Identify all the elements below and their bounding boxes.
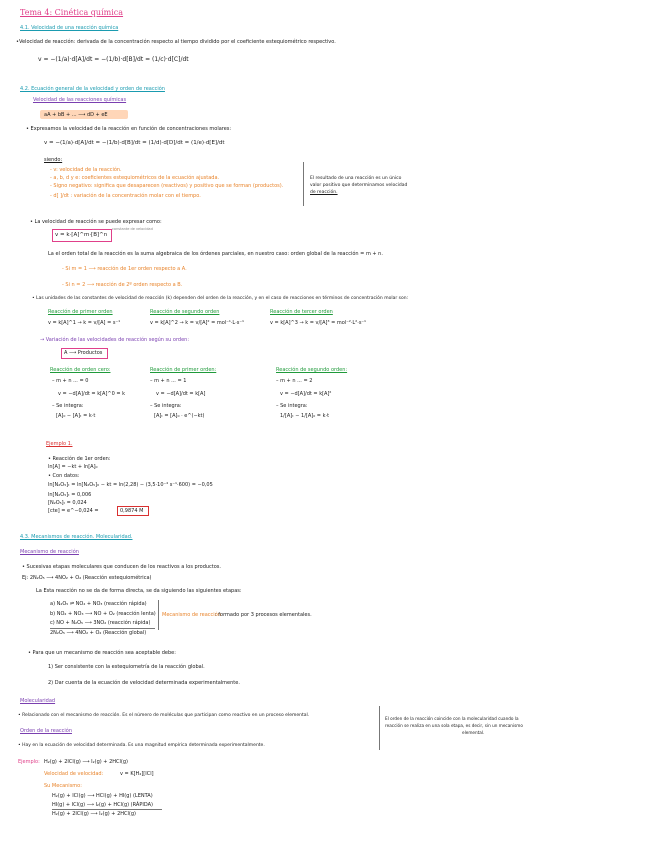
mechanism-example: Ej: 2N₂O₅ ⟶ 4NO₂ + O₂ (Reacción estequiométrica) bbox=[22, 575, 152, 581]
def-variation: - d[ ]/dt : variación de la concentración molar con el tiempo. bbox=[50, 193, 201, 199]
units-first-formula: v = k[A]^1 → k = v/[A] = s⁻¹ bbox=[48, 320, 121, 326]
velocity-definition: •Velocidad de reacción: derivada de la concentración respecto al tiempo dividido por el coeficiente estequiométrico respectivo. bbox=[16, 39, 336, 45]
final-example-label: Ejemplo: bbox=[18, 759, 40, 765]
section-4-2-heading: 4.2. Ecuación general de la velocidad y orden de reacción bbox=[20, 86, 165, 92]
zero-order-title: Reacción de orden cero: bbox=[50, 367, 111, 373]
acceptable-intro: • Para que un mecanismo de reacción sea aceptable debe: bbox=[28, 650, 176, 656]
side-note-2-divider bbox=[379, 706, 380, 750]
mechanism-label-note: : formado por 3 procesos elementales. bbox=[215, 612, 312, 618]
units-bullet: • Las unidades de las constantes de velocidad de reacción (k) dependen del orden de la reacción, y en el caso de reacciones en términos de concentración molar son: bbox=[32, 296, 409, 301]
mechanism-definition: • Sucesivas etapas moleculares que conducen de los reactivos a los productos. bbox=[22, 564, 222, 570]
reaction-order-title: Orden de la reacción bbox=[20, 728, 72, 734]
molecularity-definition: • Relacionado con el mecanismo de reacción. Es el número de moléculas que participan como reactivo en un proceso elemental. bbox=[18, 713, 310, 718]
example-line-7: [cte] = e^−0,024 = bbox=[48, 508, 99, 514]
reaction-order-definition: • Hay en la ecuación de velocidad determinada. Es una magnitud empírica determinada experimentalmente. bbox=[18, 743, 265, 748]
zero-order-sum: – m + n ... = 0 bbox=[52, 378, 89, 384]
units-second-title: Reacción de segundo orden bbox=[150, 309, 220, 315]
mechanism-step-b: b) NO₂ + NO₃ ⟶ NO + O₂ (reacción lenta) bbox=[50, 611, 156, 617]
second-order-rate: v = −d[A]/dt = k[A]² bbox=[280, 391, 332, 397]
def-velocity: - v: velocidad de la reacción. bbox=[50, 167, 122, 173]
mechanism-global: 2N₂O₅ ⟶ 4NO₂ + O₂ (Reacción global) bbox=[50, 630, 147, 636]
zero-order-result: [A]₀ − [A]ₜ = k·t bbox=[56, 413, 96, 419]
units-second-formula: v = k[A]^2 → k = v/[A]² = mol⁻¹·L·s⁻¹ bbox=[150, 320, 245, 326]
acceptable-criterion-1: 1) Ser consistente con la estequiometría de la reacción global. bbox=[48, 664, 205, 670]
example-line-1: • Reacción de 1er orden: bbox=[48, 456, 111, 462]
velocity-equation: v = −(1/a)·d[A]/dt = −(1/b)·d[B]/dt = (1/c)·d[C]/dt bbox=[38, 56, 189, 63]
example-line-4: ln[N₂O₅]ₜ = ln[N₂O₅]₀ − kt = ln(2,28) − (3,5·10⁻⁴ s⁻¹·600) = −0,05 bbox=[48, 482, 213, 488]
molar-velocity-bullet: • Expresamos la velocidad de la reacción en función de concentraciones molares: bbox=[26, 126, 232, 132]
example-line-3: • Con datos: bbox=[48, 473, 80, 479]
rate-constant-note: constante de velocidad bbox=[112, 227, 153, 231]
final-example-reaction: H₂(g) + 2ICl(g) ⟶ I₂(g) + 2HCl(g) bbox=[44, 759, 128, 765]
velocity-subheading: Velocidad de las reacciones químicas bbox=[33, 97, 127, 103]
molecularity-title: Molecularidad bbox=[20, 698, 56, 704]
example-1-title: Ejemplo 1. bbox=[46, 441, 73, 447]
rate-law-bullet: • La velocidad de reacción se puede expresar como: bbox=[30, 219, 162, 225]
reaction-products: A ⟶ Productos bbox=[64, 350, 103, 356]
units-third-title: Reacción de tercer orden bbox=[270, 309, 333, 315]
first-order-rate: v = −d[A]/dt = k[A] bbox=[156, 391, 206, 397]
final-example-velocity-eq: v = K[H₂][ICl] bbox=[120, 771, 154, 777]
zero-order-integrate: – Se integra: bbox=[52, 403, 84, 409]
molar-velocity-equation: v = −(1/a)·d[A]/dt = −(1/b)·d[B]/dt = (1/d)·d[D]/dt = (1/e)·d[E]/dt bbox=[44, 140, 225, 146]
second-order-title: Reacción de segundo orden: bbox=[276, 367, 348, 373]
rate-law: v = k·[A]^m·[B]^n bbox=[55, 232, 108, 238]
mechanism-label: Mecanismo de reacción bbox=[162, 612, 221, 618]
side-note-2-line-2: reacción se realiza en una sola etapa, es decir, sin un mecanismo bbox=[385, 723, 523, 728]
def-coefficients: - a, b, d y e: coeficientes estequiométricos de la ecuación ajustada. bbox=[50, 175, 220, 181]
def-sign: - Signo negativo: significa que desaparecen (reactivos) y positivo que se forman (productos). bbox=[50, 183, 284, 189]
section-4-1-heading: 4.1. Velocidad de una reacción química bbox=[20, 25, 119, 31]
mechanism-stages-intro: La Esta reacción no se da de forma directa, se da siguiendo las siguientes etapas: bbox=[36, 588, 242, 594]
mechanism-step-a: a) N₂O₅ ⇌ NO₂ + NO₃ (reacción rápida) bbox=[50, 601, 147, 607]
section-4-3-heading: 4.3. Mecanismos de reacción. Molecularidad. bbox=[20, 534, 133, 540]
side-note-2-line-3: elemental. bbox=[462, 730, 485, 735]
first-order-sum: – m + n ... = 1 bbox=[150, 378, 187, 384]
final-example-step-1: H₂(g) + ICl(g) ⟶ HCl(g) + HI(g) (LENTA) bbox=[52, 793, 153, 799]
second-order-sum: – m + n ... = 2 bbox=[276, 378, 313, 384]
example-line-2: ln[A] = −kt + ln[A]₀ bbox=[48, 464, 98, 470]
units-first-title: Reacción de primer orden bbox=[48, 309, 113, 315]
donde-label: siendo: bbox=[44, 157, 63, 163]
second-order-integrate: – Se integra: bbox=[276, 403, 308, 409]
side-note-divider bbox=[303, 162, 304, 206]
step-sum-line bbox=[50, 628, 155, 629]
example-line-6: [N₂O₅]ₜ = 0,024 bbox=[48, 500, 87, 506]
acceptable-criterion-2: 2) Dar cuenta de la ecuación de velocidad determinada experimentalmente. bbox=[48, 680, 240, 686]
integration-heading: → Variación de las velocidades de reacción según su orden: bbox=[40, 337, 190, 343]
example-result: 0,9874 M bbox=[120, 508, 144, 514]
final-example-sum-line bbox=[52, 809, 162, 810]
final-example-step-2: HI(g) + ICl(g) ⟶ I₂(g) + HCl(g) (RÁPIDA) bbox=[52, 802, 153, 808]
steps-bracket bbox=[158, 600, 159, 630]
units-third-formula: v = k[A]^3 → k = v/[A]³ = mol⁻²·L²·s⁻¹ bbox=[270, 320, 367, 326]
zero-order-rate: v = −d[A]/dt = k[A]^0 = k bbox=[58, 391, 126, 397]
order-example-2: - Si n = 2 ⟶ reacción de 2º orden respecto a B. bbox=[62, 282, 183, 288]
side-note-line-1: El resultado de una reacción es un único bbox=[310, 176, 402, 181]
page-title: Tema 4: Cinética química bbox=[20, 8, 124, 17]
general-reaction: aA + bB + ... ⟶ dD + eE bbox=[44, 112, 108, 118]
side-note-2-line-1: El orden de la reacción coincide con la molecularidad cuando la bbox=[385, 716, 519, 721]
first-order-integrate: – Se integra: bbox=[150, 403, 182, 409]
first-order-result: [A]ₜ = [A]₀ · e^(−kt) bbox=[154, 413, 205, 419]
order-example-1: - Si m = 1 ⟶ reacción de 1er orden respecto a A. bbox=[62, 266, 187, 272]
first-order-title: Reacción de primer orden: bbox=[150, 367, 217, 373]
final-example-global: H₂(g) + 2ICl(g) ⟶ I₂(g) + 2HCl(g) bbox=[52, 811, 136, 817]
mechanism-subheading: Mecanismo de reacción bbox=[20, 549, 79, 555]
side-note-line-2: valor positivo que determinamos velocidad bbox=[310, 183, 408, 188]
side-note-line-3: de reacción. bbox=[310, 190, 338, 195]
global-order-text: La el orden total de la reacción es la suma algebraica de los órdenes parciales, en nuestro caso: orden global de la reacción = m + n. bbox=[48, 251, 383, 257]
final-example-velocity-label: Velocidad de velocidad: bbox=[44, 771, 104, 777]
second-order-result: 1/[A]ₜ − 1/[A]₀ = k·t bbox=[280, 413, 330, 419]
mechanism-step-c: c) NO + N₂O₅ ⟶ 3NO₂ (reacción rápida) bbox=[50, 620, 151, 626]
final-example-mechanism-label: Su Mecanismo: bbox=[44, 783, 82, 789]
example-line-5: ln[N₂O₅]ₜ = 0,006 bbox=[48, 492, 92, 498]
